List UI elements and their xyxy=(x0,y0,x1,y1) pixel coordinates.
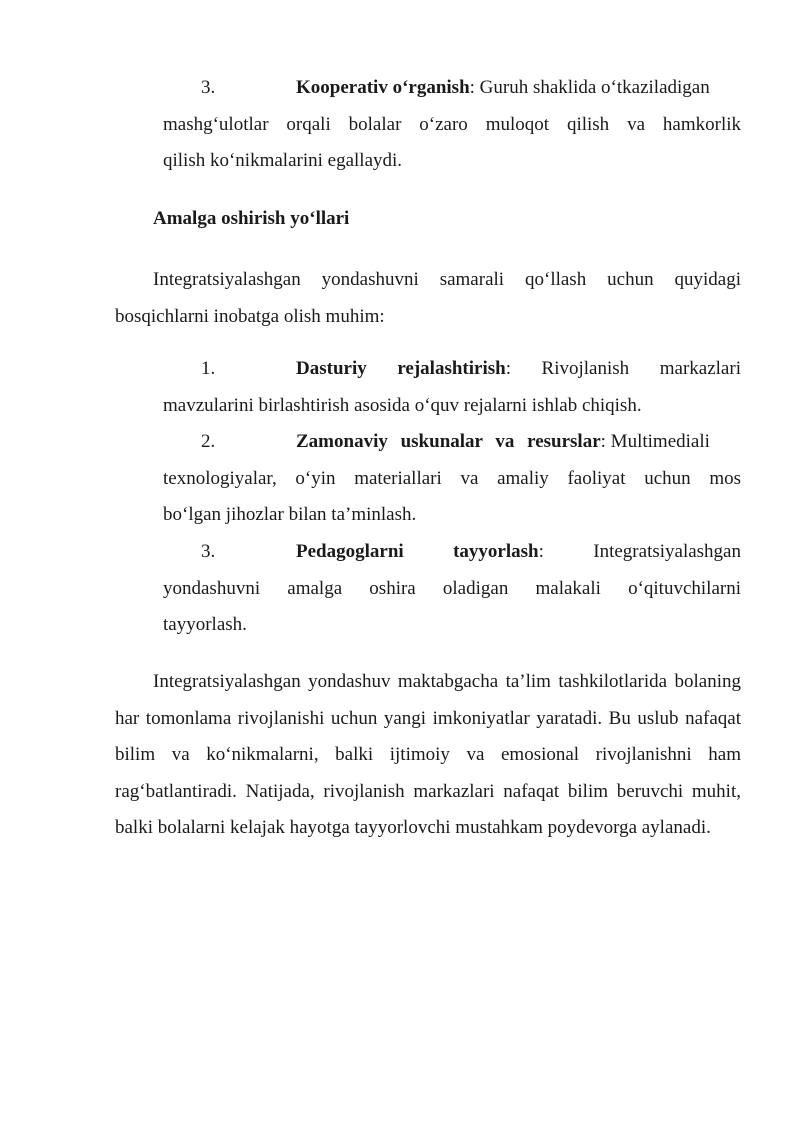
list-item-line: qilish ko‘nikmalarini egallaydi. xyxy=(163,150,403,171)
list-number: 3. xyxy=(201,541,216,562)
list-term-part: tayyorlash xyxy=(453,541,539,562)
list-item-first-line xyxy=(163,534,741,571)
list-item-first-line xyxy=(163,70,741,107)
list-item-step-1 xyxy=(163,351,741,424)
list-item-cooperative-learning xyxy=(163,70,741,180)
intro-line: Integratsiyalashgan yondashuvni samarali qo‘llash uchun quyidagi xyxy=(153,269,741,290)
list-item-line: bo‘lgan jihozlar bilan ta’minlash. xyxy=(163,504,417,525)
intro-paragraph xyxy=(115,262,741,335)
list-number: 1. xyxy=(201,358,216,379)
list-item-step-3 xyxy=(163,534,741,644)
list-term: Kooperativ o‘rganish xyxy=(296,77,470,98)
list-item-line: texnologiyalar, o‘yin materiallari va amaliy faoliyat uchun mos xyxy=(163,467,741,489)
list-word: markazlari xyxy=(659,358,741,379)
list-item-first-line xyxy=(163,351,741,388)
list-term-part: Dasturiy xyxy=(296,358,367,379)
list-term: Zamonaviy uskunalar va resurslar xyxy=(296,431,601,452)
list-item-line: mavzularini birlashtirish asosida o‘quv rejalarni ishlab chiqish. xyxy=(163,394,642,416)
list-number: 2. xyxy=(201,431,216,452)
list-term-rest: : Guruh shaklida o‘tkaziladigan xyxy=(469,77,710,98)
list-term-part: Pedagoglarni xyxy=(296,541,404,562)
list-word: Rivojlanish xyxy=(541,358,630,379)
list-term-part: rejalashtirish xyxy=(397,358,506,379)
conclusion-paragraph: Integratsiyalashgan yondashuv maktabgacha ta’lim tashkilotlarida bolaning har tomonlama rivojlanishi uchun yangi imkoniyatlar yaratadi. Bu uslub nafaqat bilim va ko‘nikmalarni, balki ijtimoiy va emosional rivojlanishni ham rag‘batlantiradi. Natijada, rivojlanish markazlari nafaqat bilim beruvchi muhit, balki bolalarni kelajak hayotga tayyorlovchi mustahkam poydevorga aylanadi. xyxy=(115,671,741,838)
list-term-rest: : Multimediali xyxy=(600,431,710,452)
list-item-line: tayyorlash. xyxy=(163,614,247,635)
intro-line: bosqichlarni inobatga olish muhim: xyxy=(115,305,385,327)
list-word: Integratsiyalashgan xyxy=(593,541,741,562)
list-number: 3. xyxy=(201,77,216,98)
list-colon: : xyxy=(538,541,544,562)
section-heading: Amalga oshirish yo‘llari xyxy=(153,208,350,229)
list-item-first-line xyxy=(163,424,741,461)
list-item-line: mashg‘ulotlar orqali bolalar o‘zaro muloqot qilish va hamkorlik xyxy=(163,113,741,135)
list-colon: : xyxy=(505,358,511,379)
list-item-step-2 xyxy=(163,424,741,534)
list-item-line: yondashuvni amalga oshira oladigan malakali o‘qituvchilarni xyxy=(163,577,741,599)
